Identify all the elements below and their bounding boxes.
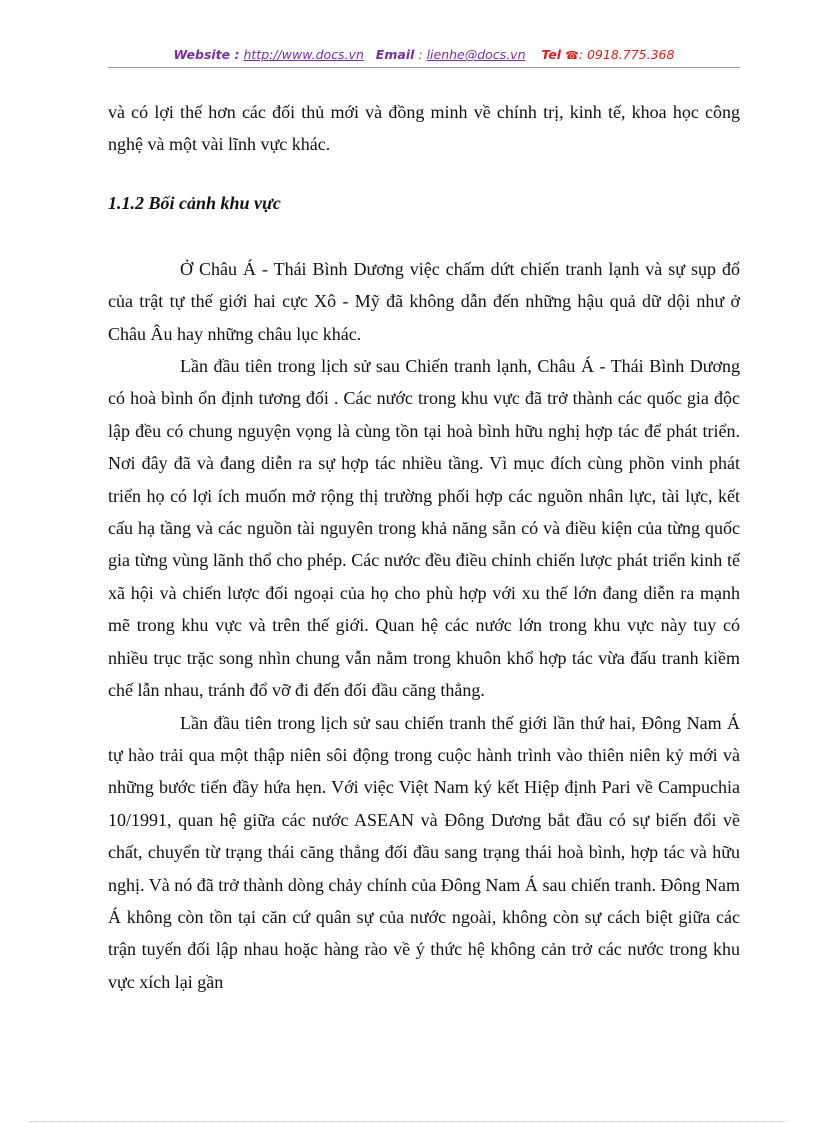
paragraph-2: Lần đầu tiên trong lịch sử sau Chiến tranh lạnh, Châu Á - Thái Bình Dương có hoà bình ổn định tương đối . Các nước trong khu vực đã trở thành các quốc gia độc lập đều có chung nguyện vọng là cùng tồn tại hoà bình hữu nghị hợp tác để phát triển. Nơi đây đã và đang diễn ra sự hợp tác nhiều tầng. Vì mục đích cùng phồn vinh phát triển họ có lợi ích muốn mở rộng thị trường phối hợp các nguồn nhân lực, tài lực, kết cấu hạ tầng và các nguồn tài nguyên trong khả năng sẵn có và điều kiện của từng quốc gia từng vùng lãnh thổ cho phép. Các nước đều điều chỉnh chiến lược phát triển kinh tế xã hội và chiến lược đối ngoại của họ cho phù hợp với xu thế lớn đang diễn ra mạnh mẽ trong khu vực và trên thế giới. Quan hệ các nước lớn trong khu vực này tuy có nhiều trục trặc song nhìn chung vẫn nằm trong khuôn khổ hợp tác vừa đấu tranh kiềm chế lẫn nhau, tránh đổ vỡ đi đến đối đầu căng thẳng.	[108, 356, 740, 701]
intro-paragraph: và có lợi thế hơn các đối thủ mới và đồng minh về chính trị, kinh tế, khoa học công nghệ và một vài lĩnh vực khác.	[108, 102, 740, 155]
website-label: Website :	[173, 47, 240, 62]
tel-label: Tel	[541, 47, 562, 62]
page-header	[108, 47, 740, 67]
email-separator: :	[418, 47, 423, 62]
phone-icon: ☎	[565, 49, 579, 62]
document-body	[108, 96, 740, 998]
tel-value: : 0918.775.368	[578, 47, 675, 62]
header-divider	[108, 67, 740, 68]
section-heading: 1.1.2 Bối cảnh khu vực	[108, 192, 281, 213]
paragraph-3: Lần đầu tiên trong lịch sử sau chiến tranh thế giới lần thứ hai, Đông Nam Á tự hào trải qua một thập niên sôi động trong cuộc hành trình vào thiên niên kỷ mới và những bước tiến đầy hứa hẹn. Với việc Việt Nam ký kết Hiệp định Pari về Campuchia 10/1991, quan hệ giữa các nước ASEAN và Đông Dương bắt đầu có sự biến đổi về chất, chuyển từ trạng thái căng thẳng đối đầu sang trạng thái hoà bình, hợp tác và hữu nghị. Và nó đã trở thành dòng chảy chính của Đông Nam Á sau chiến tranh. Đông Nam Á không còn tồn tại căn cứ quân sự của nước ngoài, không còn sự cách biệt giữa các trận tuyến đối lập nhau hoặc hàng rào về ý thức hệ không cản trở các nước trong khu vực xích lại gần	[108, 712, 740, 992]
email-label: Email	[375, 47, 415, 62]
email-link[interactable]: lienhe@docs.vn	[426, 47, 526, 62]
footer-divider	[30, 1121, 786, 1122]
paragraph-1: Ở Châu Á - Thái Bình Dương việc chấm dứt chiến tranh lạnh và sự sụp đổ của trật tự thế giới hai cực Xô - Mỹ đã không dẫn đến những hậu quả dữ dội như ở Châu Âu hay những châu lục khác.	[108, 258, 740, 344]
website-link[interactable]: http://www.docs.vn	[243, 47, 364, 62]
